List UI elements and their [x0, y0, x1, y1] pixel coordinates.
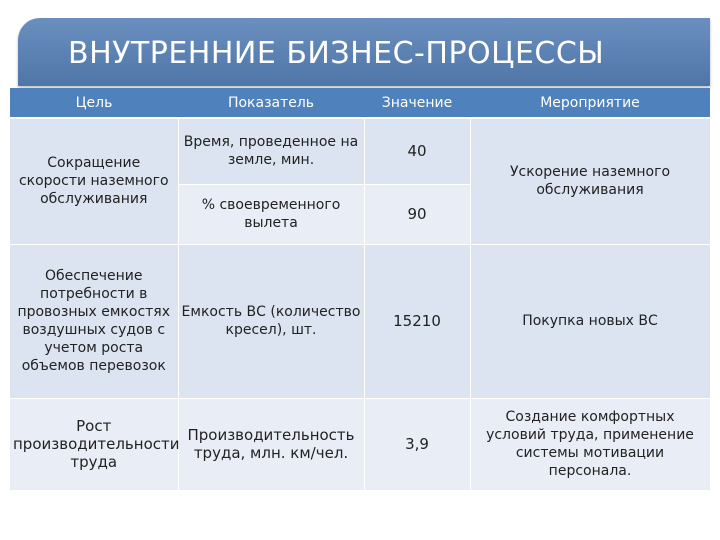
header-action: Мероприятие: [470, 88, 710, 118]
value-cell: 40: [364, 118, 470, 184]
action-cell: Покупка новых ВС: [470, 244, 710, 398]
kpi-table: [10, 88, 711, 491]
table-row: [10, 398, 710, 490]
value-cell: 3,9: [364, 398, 470, 490]
header-value: Значение: [364, 88, 470, 118]
goal-cell: Рост производительности труда: [10, 398, 178, 490]
action-cell: Ускорение наземного обслуживания: [470, 118, 710, 244]
indicator-cell: Емкость ВС (количество кресел), шт.: [178, 244, 364, 398]
indicator-cell: Производительность труда, млн. км/чел.: [178, 398, 364, 490]
value-cell: 90: [364, 184, 470, 244]
table-row: [10, 118, 710, 184]
table-header-row: [10, 88, 710, 118]
indicator-cell: % своевременного вылета: [178, 184, 364, 244]
header-indicator: Показатель: [178, 88, 364, 118]
action-cell: Создание комфортных условий труда, применение системы мотивации персонала.: [470, 398, 710, 490]
goal-cell: Сокращение скорости наземного обслуживания: [10, 118, 178, 244]
page-title: ВНУТРЕННИЕ БИЗНЕС-ПРОЦЕССЫ: [68, 36, 605, 71]
goal-cell: Обеспечение потребности в провозных емкостях воздушных судов с учетом роста объемов перевозок: [10, 244, 178, 398]
table-row: [10, 244, 710, 398]
value-cell: 15210: [364, 244, 470, 398]
indicator-cell: Время, проведенное на земле, мин.: [178, 118, 364, 184]
header-goal: Цель: [10, 88, 178, 118]
